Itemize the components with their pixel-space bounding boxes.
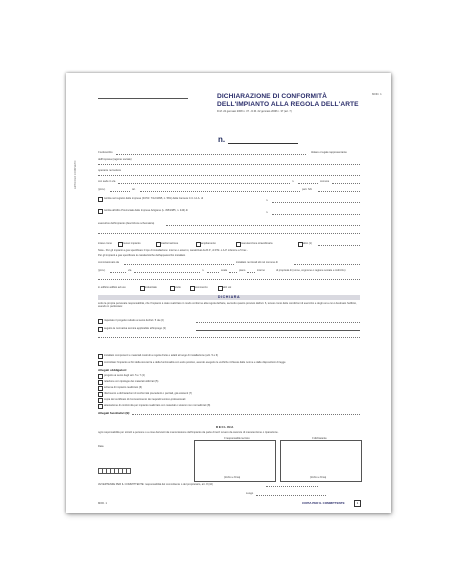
legal-rep-label: titolare o legale rappresentante [311,151,347,154]
register-checkbox[interactable] [98,197,103,202]
form-sheet [66,73,391,513]
page-marker: 1 [354,500,361,507]
install-scala-label: scala [221,269,228,272]
executor-field-2[interactable] [98,233,360,234]
use-civil-label: civile [175,286,181,289]
declare-components-label: installato componenti e materiali costruiti a regola d'arte e adatti al luogo di installazione (artt. 5 e 6) [104,354,219,357]
declare-project-checkbox[interactable] [98,319,103,324]
declines-heading: DECLINA [216,425,234,429]
responsible-label: Il responsabile tecnico [224,437,250,440]
operating-field[interactable] [98,175,360,176]
place-field[interactable] [256,495,326,496]
form-ref-code: MOD. 1 [372,92,382,96]
declare-checked-checkbox[interactable] [98,361,103,366]
operating-label: operante nel settore [98,169,122,172]
date-code-box[interactable] [126,468,131,474]
owner-warning-field[interactable] [266,486,318,487]
declare-project-label: rispettato il progetto redatto ai sensi dell'art. 5 da (2) [104,319,164,322]
form-title-line1: DICHIARAZIONE DI CONFORMITÀ [217,93,328,100]
install-via-label: via [128,269,132,272]
option-other-label: altro (1) [303,242,312,245]
declares-heading: DICHIARA [98,295,360,300]
place-label: Luogo [246,492,254,495]
declare-norm-field[interactable] [196,330,360,331]
attachment-previous-checkbox[interactable] [98,392,103,397]
option-new-label: nuovo impianto [123,242,141,245]
piva-label: part. IVA [302,188,312,191]
attachment-schema-label: schema di impianto realizzato (6) [104,386,143,389]
form-subtitle: D.M. 22 gennaio 2008 n. 37 - D.M. 22 gennaio 2008 n. 37 (art. 7) [217,110,292,113]
owner-field[interactable] [98,279,360,280]
civic-field[interactable] [298,183,318,184]
install-via-field[interactable] [134,272,200,273]
commissioned-field[interactable] [124,264,234,265]
declare-norm-field-2[interactable] [98,337,360,338]
form-number-field[interactable] [228,143,298,144]
option-other-field[interactable] [318,245,360,246]
optional-attachments-heading: Allegati facoltativi (9): [98,411,131,415]
attachment-project-label: progetto ai sensi degli artt. 5 e 7 (4) [104,374,145,377]
declare-components-checkbox[interactable] [98,354,103,359]
prov-label: (prov.) [98,188,106,191]
register-label: iscritta nel registro delle imprese (D.P.R. 7/12/1995, n. 581) della Camera C.C.I.A.A. di [104,197,203,200]
install-n-label: n. [202,269,205,272]
form-title-line2: DELL'IMPIANTO ALLA REGOLA DELL'ARTE [217,101,359,108]
declare-project-field[interactable] [196,322,360,323]
attachment-attestation-checkbox[interactable] [98,404,103,409]
tel-label: tel. [132,188,136,191]
register-no-label: n. [266,199,269,202]
attachment-materials-label: relazione con tipologie dei materiali utilizzati (5) [104,380,159,383]
installed-label: installato nei locali siti nel comune di [236,261,278,264]
gas-note: Per gli impianti a gas specificare le caratteristiche dell'apparecchio installato [98,254,186,257]
use-other-label: altri usi [223,286,232,289]
signature-caption-1: (timbro e firma) [224,476,241,479]
address-field[interactable] [118,183,290,184]
option-transform-label: trasformazione [161,242,179,245]
attachment-attestation-label: attestazione di conformità per impianto realizzato con materiali o sistemi non normalizzati (8) [104,404,211,407]
albo-no-field[interactable] [272,214,360,215]
date-label: Data [98,445,104,448]
attachment-previous-label: riferimento a dichiarazioni di conformità precedenti o parziali, già esistenti (7) [104,392,193,395]
attachment-project-checkbox[interactable] [98,374,103,379]
install-scala-field[interactable] [229,272,237,273]
install-prov-field[interactable] [110,272,126,273]
attachments-heading: Allegati obbligatori: [98,368,128,372]
undersigned-label: Il sottoscritto [98,151,113,154]
comune-field[interactable] [332,183,360,184]
signature-caption-2: (timbro e firma) [310,476,327,479]
address-label: con sede in via [98,180,116,183]
building-label: in edificio adibito ad uso [98,286,126,289]
company-field[interactable] [98,164,360,165]
declares-intro: sotto la propria personale responsabilità, che l'impianto è stato realizzato in modo conforme alla regola dell'arte, secondo quanto previsto dall'art. 6, tenuto conto delle condizioni di esercizio e degli usi a cui è destinato l'edificio, avendo in particolare: [98,302,357,309]
holder-label: Il dichiarante [312,437,327,440]
option-maintenance-label: manutenzione straordinaria [241,242,273,245]
installed-field[interactable] [294,264,360,265]
install-piano-field[interactable] [247,272,255,273]
executor-field[interactable] [166,225,360,226]
civic-label: n. [292,180,295,183]
optional-attachments-field[interactable] [132,414,360,415]
tel-field[interactable] [140,191,300,192]
piva-field[interactable] [318,191,360,192]
install-piano-label: piano [239,269,246,272]
prov-field[interactable] [110,191,130,192]
header-rule [98,98,188,99]
install-interno-label: interno [257,269,265,272]
commissioned-label: commissionato da [98,261,119,264]
attachment-schema-checkbox[interactable] [98,386,103,391]
attachment-materials-checkbox[interactable] [98,380,103,385]
install-prov-label: (prov.) [98,269,106,272]
owner-label: di proprietà di (nome, cognome o ragione sociale e indirizzo) [276,269,346,272]
copy-label: COPIA PER IL COMMITTENTE [302,501,345,505]
install-note: Nota - Per gli impianti a gas specificare il tipo di installazione: interno o esterno; canalizzati da B.P., di P.M. o A.P. inferiore a 5 bar... [98,249,249,252]
executor-label: esecutrice dell'impianto (descrizione schematica) [98,222,155,225]
declines-text: ogni responsabilità per sinistri a persone o a cose derivanti da manomissione dell'impianto da parte di terzi ovvero da carenze di manutenzione o riparazione. [98,431,279,434]
margin-vertical-text: ARTICOLO COMPLETO [74,160,77,189]
company-label: dell'impresa (ragione sociale) [98,158,132,161]
albo-no-label: n. [266,211,269,214]
register-no-field[interactable] [272,202,360,203]
install-n-field[interactable] [207,272,219,273]
use-commerce-label: commercio [195,286,208,289]
albo-checkbox[interactable] [98,209,103,214]
attachment-certificate-label: copia del certificato di riconoscimento dei requisiti tecnico-professionali [104,398,186,401]
form-number-label: n. [218,135,226,144]
comune-label: comune [320,180,330,183]
attachment-certificate-checkbox[interactable] [98,398,103,403]
use-industrial-label: industriale [145,286,157,289]
declare-checked-label: controllato l'impianto ai fini della sicurezza e della funzionalità con esito positivo, avendo eseguito le verifiche richieste dalle norme e dalle disposizioni di legge [104,361,286,364]
declare-norm-checkbox[interactable] [98,327,103,332]
intended-label: inteso come [98,242,112,245]
form-code: MOD. 1 [98,502,107,505]
albo-label: iscritta all'Albo Provinciale delle Imprese Artigiane (L. 8/8/1985, n. 443) di [104,209,188,212]
option-extension-label: ampliamento [201,242,216,245]
declare-norm-label: seguito la normativa tecnica applicabile all'impiego (3) [104,327,166,330]
owner-warning: AVVERTENZE PER IL COMMITTENTE: responsabilità del committente o del proprietario, art. 8 (10) [98,483,213,486]
undersigned-field[interactable] [116,154,306,155]
